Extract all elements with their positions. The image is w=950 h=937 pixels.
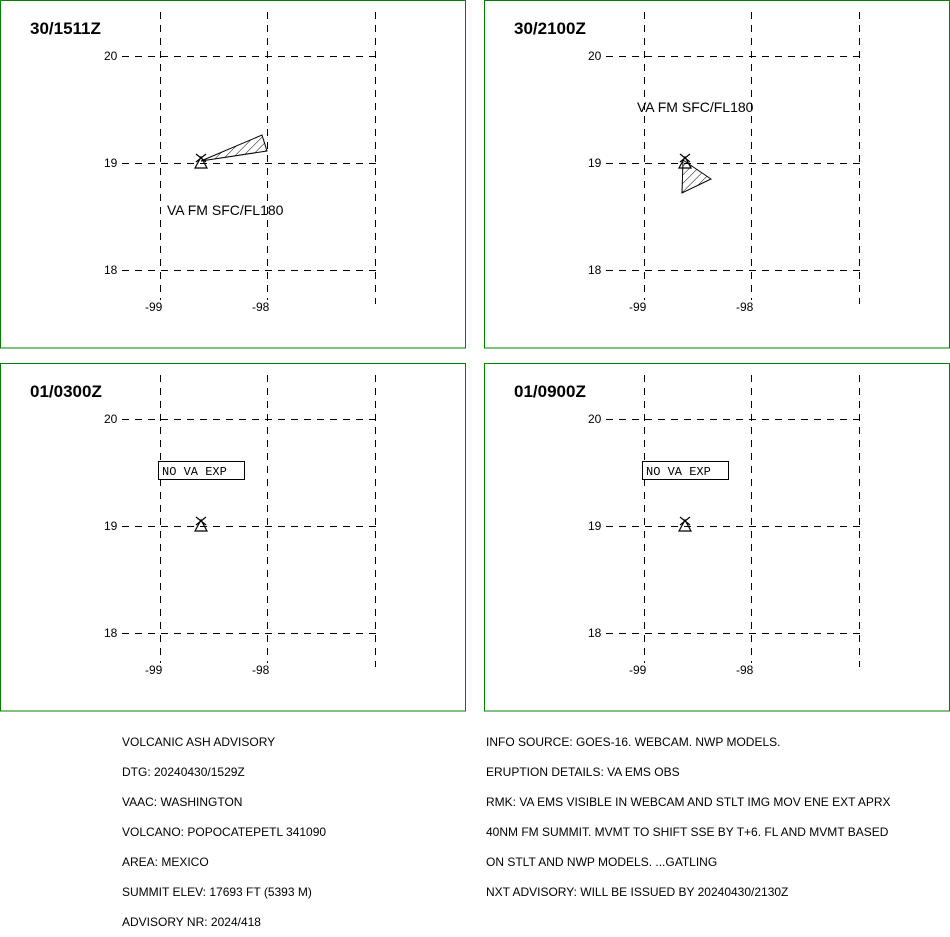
frame-border (485, 364, 950, 712)
no-ash-label: NO VA EXP (162, 465, 227, 479)
lat-label-18: 18 (104, 626, 118, 640)
remarks-eruption-details: ERUPTION DETAILS: VA EMS OBS (486, 765, 680, 779)
lat-label-19: 19 (588, 156, 602, 170)
advisory-header (122, 717, 326, 937)
lat-label-20: 20 (588, 412, 602, 426)
frame-border (1, 1, 466, 349)
lon-label-98: -98 (736, 300, 754, 314)
lat-label-20: 20 (104, 49, 118, 63)
advisory-dtg: DTG: 20240430/1529Z (122, 765, 245, 779)
map-frame-2 (484, 0, 950, 349)
lat-label-19: 19 (104, 156, 118, 170)
map-panel-2 (484, 0, 950, 349)
lat-label-18: 18 (104, 263, 118, 277)
advisory-volcano: VOLCANO: POPOCATEPETL 341090 (122, 825, 327, 839)
map-panel-1 (0, 0, 466, 349)
ash-label: VA FM SFC/FL180 (167, 202, 284, 218)
frame-border (485, 1, 950, 349)
lat-label-19: 19 (104, 519, 118, 533)
remarks-rmk-line-2: 40NM FM SUMMIT. MVMT TO SHIFT SSE BY T+6. FL AND MVMT BASED (486, 825, 889, 839)
panel-title: 30/1511Z (30, 19, 101, 38)
lat-label-20: 20 (104, 412, 118, 426)
lat-label-19: 19 (588, 519, 602, 533)
remarks-info-source: INFO SOURCE: GOES-16. WEBCAM. NWP MODELS. (486, 735, 781, 749)
map-frame-3 (0, 363, 466, 712)
lon-label-99: -99 (145, 663, 163, 677)
remarks-rmk-line-1: RMK: VA EMS VISIBLE IN WEBCAM AND STLT IMG MOV ENE EXT APRX (486, 795, 891, 809)
advisory-summit-elev: SUMMIT ELEV: 17693 FT (5393 M) (122, 885, 312, 899)
panel-title: 30/2100Z (514, 19, 586, 38)
advisory-area: AREA: MEXICO (122, 855, 209, 869)
map-frame-4 (484, 363, 950, 712)
lon-label-99: -99 (629, 300, 647, 314)
no-ash-label: NO VA EXP (646, 465, 711, 479)
remarks-rmk-line-3: ON STLT AND NWP MODELS. ...GATLING (486, 855, 718, 869)
map-panel-3 (0, 363, 466, 712)
lon-label-99: -99 (145, 300, 163, 314)
frame-border (1, 364, 466, 712)
lon-label-99: -99 (629, 663, 647, 677)
lon-label-98: -98 (252, 663, 270, 677)
panel-title: 01/0900Z (514, 382, 586, 401)
lon-label-98: -98 (252, 300, 270, 314)
remarks-next-advisory: NXT ADVISORY: WILL BE ISSUED BY 20240430/2130Z (486, 885, 789, 899)
lat-label-18: 18 (588, 626, 602, 640)
advisory-remarks (486, 717, 891, 907)
map-frame-1 (0, 0, 466, 349)
map-panel-4 (484, 363, 950, 712)
advisory-title: VOLCANIC ASH ADVISORY (122, 735, 276, 749)
advisory-number: ADVISORY NR: 2024/418 (122, 915, 261, 929)
advisory-vaac: VAAC: WASHINGTON (122, 795, 243, 809)
lat-label-20: 20 (588, 49, 602, 63)
ash-label: VA FM SFC/FL180 (637, 99, 754, 115)
lon-label-98: -98 (736, 663, 754, 677)
panel-title: 01/0300Z (30, 382, 102, 401)
lat-label-18: 18 (588, 263, 602, 277)
